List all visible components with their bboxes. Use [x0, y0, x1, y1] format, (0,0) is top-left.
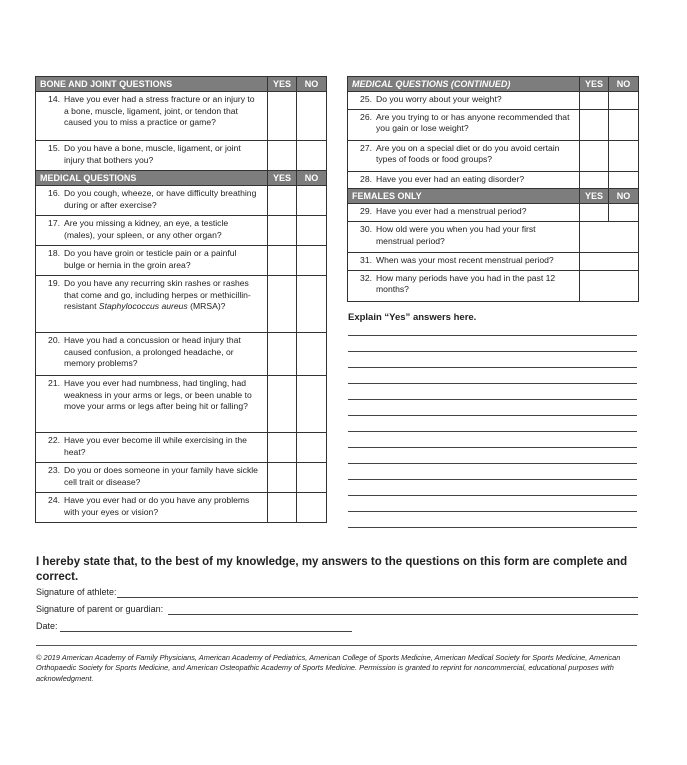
yes-column-header: YES — [580, 77, 609, 92]
question-row-27 — [348, 140, 639, 171]
yes-checkbox-21[interactable] — [268, 376, 297, 433]
question-row-22 — [36, 433, 327, 463]
yes-checkbox-14[interactable] — [268, 92, 297, 141]
section-header-row — [36, 171, 327, 186]
section-header-females-only: FEMALES ONLY — [348, 189, 580, 204]
question-number: 28. — [360, 173, 372, 184]
question-number: 27. — [360, 142, 372, 153]
no-checkbox-27[interactable] — [609, 140, 639, 171]
question-row-16 — [36, 186, 327, 216]
parent-signature-line[interactable] — [168, 614, 638, 615]
yes-column-header: YES — [580, 189, 609, 204]
no-checkbox-15[interactable] — [297, 141, 327, 171]
question-row-30 — [348, 222, 639, 253]
answer-cell-32[interactable] — [580, 270, 639, 301]
question-text: Are you missing a kidney, an eye, a testicle (males), your spleen, or any other organ? — [64, 218, 229, 240]
question-number: 23. — [48, 465, 60, 476]
question-text-part: (MRSA)? — [187, 301, 226, 312]
yes-checkbox-19[interactable] — [268, 276, 297, 333]
question-row-31 — [348, 253, 639, 271]
attestation-statement: I hereby state that, to the best of my knowledge, my answers to the questions on this form are complete and correct. — [36, 556, 628, 583]
yes-checkbox-18[interactable] — [268, 246, 297, 276]
left-questions-table — [35, 76, 327, 523]
yes-column-header: YES — [268, 171, 297, 186]
no-checkbox-29[interactable] — [609, 204, 639, 222]
explain-answer-line[interactable] — [348, 351, 637, 352]
question-number: 26. — [360, 111, 372, 122]
explain-answer-line[interactable] — [348, 511, 637, 512]
question-row-15 — [36, 141, 327, 171]
yes-checkbox-23[interactable] — [268, 463, 297, 493]
yes-checkbox-17[interactable] — [268, 216, 297, 246]
question-text: Have you ever had numbness, had tingling, had weakness in your arms or legs, or been unable to move your arms or legs after being hit or falling? — [64, 378, 252, 412]
question-text: Have you had a concussion or head injury that caused confusion, a prolonged headache, or memory problems? — [64, 335, 241, 369]
question-text: Are you on a special diet or do you avoid certain types of foods or food groups? — [376, 142, 560, 165]
question-number: 29. — [360, 206, 372, 217]
no-column-header: NO — [609, 189, 639, 204]
explain-answer-line[interactable] — [348, 383, 637, 384]
explain-answer-line[interactable] — [348, 447, 637, 448]
question-text: Have you ever had a menstrual period? — [376, 206, 527, 217]
section-header-bone-joint: BONE AND JOINT QUESTIONS — [36, 77, 268, 92]
question-number: 31. — [360, 255, 372, 266]
question-row-14 — [36, 92, 327, 141]
answer-cell-31[interactable] — [580, 253, 639, 271]
yes-checkbox-20[interactable] — [268, 333, 297, 376]
question-text: When was your most recent menstrual period? — [376, 255, 554, 266]
yes-column-header: YES — [268, 77, 297, 92]
section-header-row — [348, 77, 639, 92]
question-row-23 — [36, 463, 327, 493]
question-row-26 — [348, 109, 639, 140]
question-text: Have you ever become ill while exercising in the heat? — [64, 435, 247, 457]
question-row-21 — [36, 376, 327, 433]
question-text: Do you have a bone, muscle, ligament, or joint injury that bothers you? — [64, 143, 241, 165]
no-checkbox-19[interactable] — [297, 276, 327, 333]
question-text: Do you worry about your weight? — [376, 94, 502, 105]
yes-checkbox-29[interactable] — [580, 204, 609, 222]
copyright-notice: © 2019 American Academy of Family Physicians, American Academy of Pediatrics, American College of Sports Medicine, American Medical Society for Sports Medicine, American Orthopaedic Society for Sports Medicine, and American Osteopathic Academy of Sports Medicine. Permission is granted to reprint for noncommercial, educational purposes with acknowledgment. — [36, 653, 621, 683]
explain-answer-line[interactable] — [348, 335, 637, 336]
no-checkbox-20[interactable] — [297, 333, 327, 376]
question-number: 32. — [360, 272, 372, 283]
question-number: 24. — [48, 495, 60, 506]
question-text: How old were you when you had your first menstrual period? — [376, 224, 536, 246]
no-checkbox-22[interactable] — [297, 433, 327, 463]
no-checkbox-16[interactable] — [297, 186, 327, 216]
no-checkbox-21[interactable] — [297, 376, 327, 433]
no-checkbox-28[interactable] — [609, 171, 639, 189]
question-number: 18. — [48, 248, 60, 259]
explain-yes-heading: Explain “Yes” answers here. — [348, 312, 477, 323]
question-number: 30. — [360, 224, 372, 235]
question-row-28 — [348, 171, 639, 189]
parent-signature-label: Signature of parent or guardian: — [36, 604, 164, 614]
question-text: Have you ever had a stress fracture or an injury to a bone, muscle, ligament, joint, or tendon that caused you to miss a practice or game? — [64, 94, 255, 128]
athlete-signature-label: Signature of athlete: — [36, 587, 117, 597]
yes-checkbox-22[interactable] — [268, 433, 297, 463]
question-text: Have you ever had an eating disorder? — [376, 173, 525, 184]
question-number: 19. — [48, 278, 60, 289]
no-checkbox-24[interactable] — [297, 493, 327, 523]
no-column-header: NO — [297, 171, 327, 186]
question-text: Do you or does someone in your family have sickle cell trait or disease? — [64, 465, 258, 487]
yes-checkbox-15[interactable] — [268, 141, 297, 171]
question-number: 22. — [48, 435, 60, 446]
no-column-header: NO — [297, 77, 327, 92]
explain-answer-line[interactable] — [348, 495, 637, 496]
question-number: 25. — [360, 94, 372, 105]
no-checkbox-14[interactable] — [297, 92, 327, 141]
section-header-medical: MEDICAL QUESTIONS — [36, 171, 268, 186]
yes-checkbox-27[interactable] — [580, 140, 609, 171]
question-number: 17. — [48, 218, 60, 229]
question-row-25 — [348, 92, 639, 110]
explain-answer-line[interactable] — [348, 479, 637, 480]
no-checkbox-25[interactable] — [609, 92, 639, 110]
question-text: Are you trying to or has anyone recommended that you gain or lose weight? — [376, 111, 570, 134]
yes-checkbox-16[interactable] — [268, 186, 297, 216]
section-header-medical-continued: MEDICAL QUESTIONS (CONTINUED) — [348, 77, 580, 92]
question-row-20 — [36, 333, 327, 376]
question-text: Do you cough, wheeze, or have difficulty breathing during or after exercise? — [64, 188, 257, 210]
question-row-19 — [36, 276, 327, 333]
explain-answer-line[interactable] — [348, 431, 637, 432]
question-number: 20. — [48, 335, 60, 346]
question-number: 15. — [48, 143, 60, 154]
section-header-row — [348, 189, 639, 204]
question-row-29 — [348, 204, 639, 222]
question-text-part: Do you have any recurring skin rashes or rashes that come and go, including herpes or methicillin-resistant — [64, 278, 251, 312]
no-checkbox-23[interactable] — [297, 463, 327, 493]
date-line[interactable] — [60, 631, 352, 632]
yes-checkbox-26[interactable] — [580, 109, 609, 140]
question-text: How many periods have you had in the past 12 months? — [376, 272, 556, 295]
question-text — [64, 278, 259, 313]
explain-answer-line[interactable] — [348, 367, 637, 368]
question-number: 16. — [48, 188, 60, 199]
question-text-italic: Staphylococcus aureus — [98, 301, 188, 312]
no-column-header: NO — [609, 77, 639, 92]
yes-checkbox-25[interactable] — [580, 92, 609, 110]
yes-checkbox-28[interactable] — [580, 171, 609, 189]
divider — [36, 645, 637, 646]
yes-checkbox-24[interactable] — [268, 493, 297, 523]
question-row-17 — [36, 216, 327, 246]
question-row-24 — [36, 493, 327, 523]
athlete-signature-line[interactable] — [117, 597, 638, 598]
explain-answer-line[interactable] — [348, 399, 637, 400]
question-number: 21. — [48, 378, 60, 389]
no-checkbox-18[interactable] — [297, 246, 327, 276]
answer-cell-30[interactable] — [580, 222, 639, 253]
explain-answer-line[interactable] — [348, 527, 637, 528]
explain-answer-line[interactable] — [348, 415, 637, 416]
question-row-32 — [348, 270, 639, 301]
question-text: Have you ever had or do you have any problems with your eyes or vision? — [64, 495, 250, 517]
explain-answer-line[interactable] — [348, 463, 637, 464]
section-header-row — [36, 77, 327, 92]
question-row-18 — [36, 246, 327, 276]
question-number: 14. — [48, 94, 60, 105]
no-checkbox-17[interactable] — [297, 216, 327, 246]
question-text: Do you have groin or testicle pain or a painful bulge or hernia in the groin area? — [64, 248, 237, 270]
no-checkbox-26[interactable] — [609, 109, 639, 140]
date-label: Date: — [36, 621, 58, 631]
right-questions-table — [347, 76, 639, 302]
